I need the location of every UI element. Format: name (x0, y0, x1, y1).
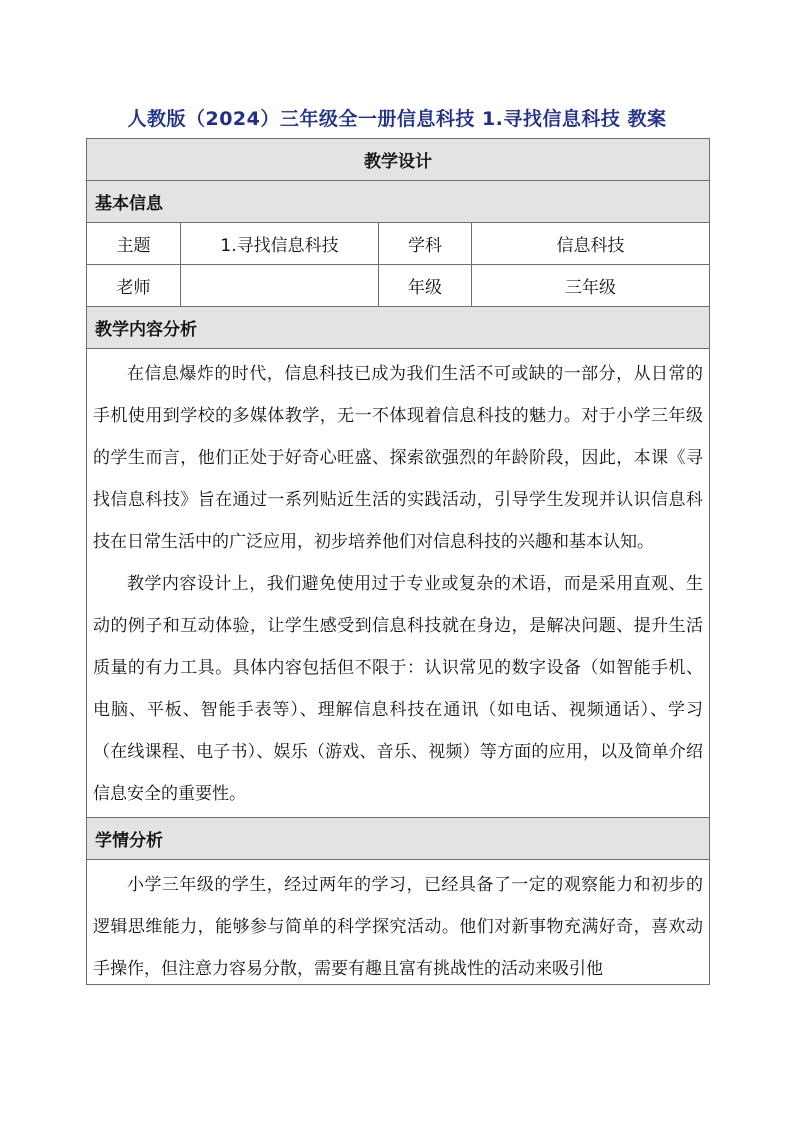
label-teacher: 老师 (87, 265, 181, 307)
table-row (87, 223, 710, 265)
label-topic: 主题 (87, 223, 181, 265)
section-basic-info: 基本信息 (87, 181, 710, 223)
student-analysis-body (87, 860, 710, 985)
label-subject: 学科 (379, 223, 472, 265)
value-teacher (181, 265, 379, 307)
document-title: 人教版（2024）三年级全一册信息科技 1.寻找信息科技 教案 (127, 108, 667, 130)
content-analysis-body (87, 349, 710, 818)
value-topic: 1.寻找信息科技 (181, 223, 379, 265)
label-grade: 年级 (379, 265, 472, 307)
table-header: 教学设计 (87, 139, 710, 181)
table-row (87, 265, 710, 307)
section-student-analysis: 学情分析 (87, 818, 710, 860)
content-paragraph-1: 在信息爆炸的时代，信息科技已成为我们生活不可或缺的一部分，从日常的手机使用到学校的多媒体教学，无一不体现着信息科技的魅力。对于小学三年级的学生而言，他们正处于好奇心旺盛、探索欲强烈的年龄阶段，因此，本课《寻找信息科技》旨在通过一系列贴近生活的实践活动，引导学生发现并认识信息科技在日常生活中的广泛应用，初步培养他们对信息科技的兴趣和基本认知。 (93, 364, 703, 552)
content-paragraph-2: 教学内容设计上，我们避免使用过于专业或复杂的术语，而是采用直观、生动的例子和互动体验，让学生感受到信息科技就在身边，是解决问题、提升生活质量的有力工具。具体内容包括但不限于：认识常见的数字设备（如智能手机、电脑、平板、智能手表等）、理解信息科技在通讯（如电话、视频通话）、学习（在线课程、电子书）、娱乐（游戏、音乐、视频）等方面的应用，以及简单介绍信息安全的重要性。 (93, 574, 703, 804)
lesson-plan-table (86, 138, 710, 985)
value-subject: 信息科技 (472, 223, 710, 265)
student-paragraph: 小学三年级的学生，经过两年的学习，已经具备了一定的观察能力和初步的逻辑思维能力，能够参与简单的科学探究活动。他们对新事物充满好奇，喜欢动手操作，但注意力容易分散，需要有趣且富有挑战性的活动来吸引他 (93, 875, 703, 979)
value-grade: 三年级 (472, 265, 710, 307)
section-content-analysis: 教学内容分析 (87, 307, 710, 349)
